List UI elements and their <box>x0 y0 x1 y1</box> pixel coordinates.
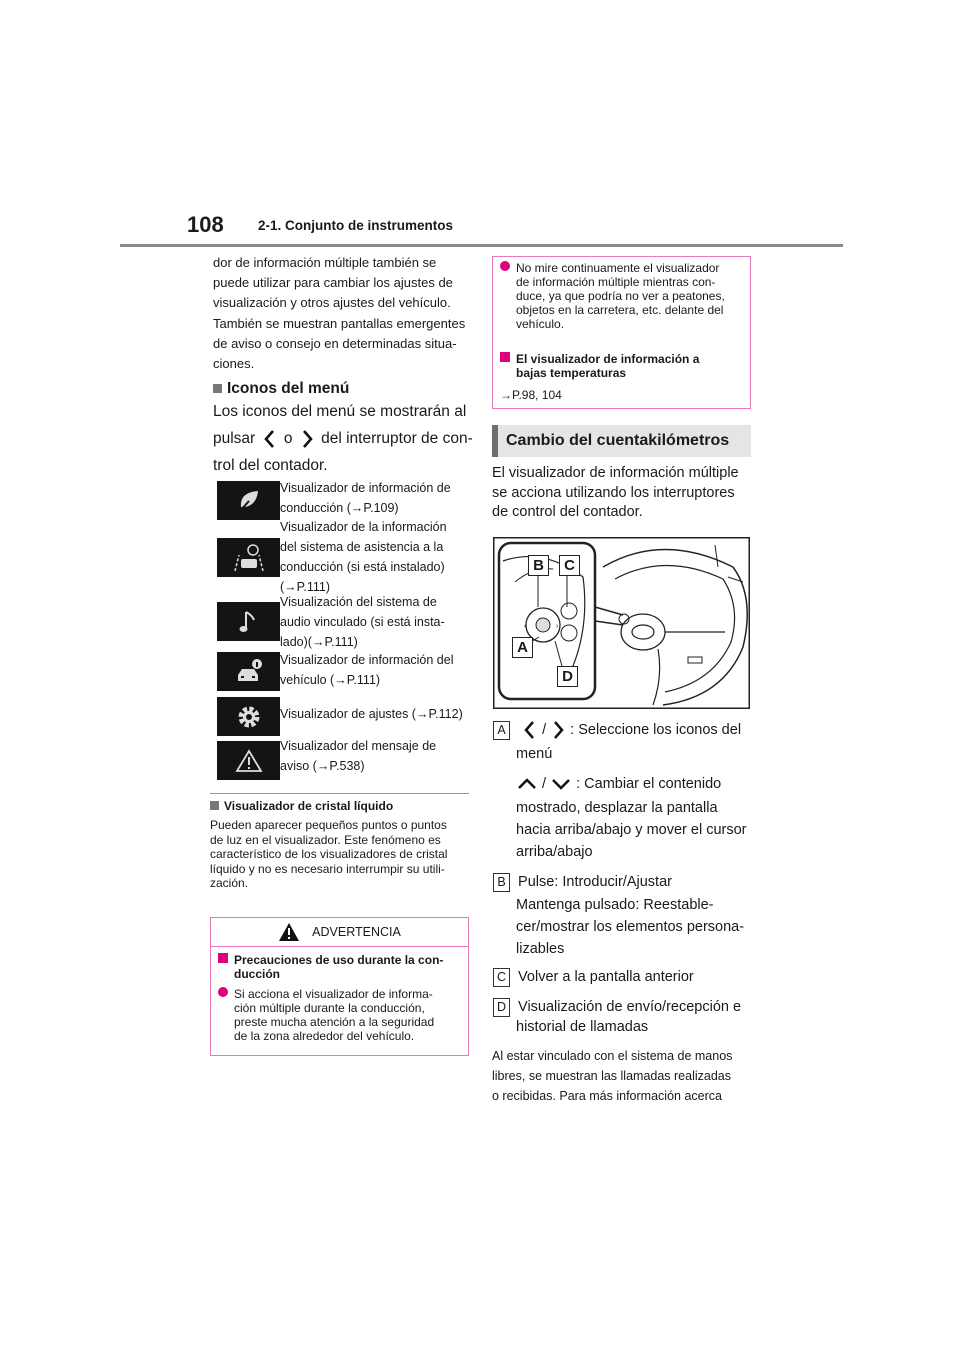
menu-text <box>213 400 473 478</box>
lcd-heading-text: Visualizador de cristal líquido <box>224 799 394 813</box>
text-fragment: Pulse: Introducir/Ajustar <box>518 874 672 890</box>
item-c <box>493 966 694 988</box>
chevron-left-icon <box>522 720 538 740</box>
bullet-square-icon <box>218 953 228 963</box>
text-line: vehículo. <box>516 317 565 331</box>
item-a-sub <box>516 773 721 795</box>
leaf-icon <box>217 481 280 520</box>
text-line: característico de los visualizadores de cristal <box>210 847 448 861</box>
svg-text:‹: ‹ <box>524 623 527 630</box>
item-d <box>493 996 741 1018</box>
text-line: Si acciona el visualizador de informa- <box>234 987 433 1001</box>
text-line: Visualizador del mensaje de <box>280 739 437 753</box>
section-heading: Cambio del cuentakilómetros <box>492 425 751 457</box>
vehicle-info-icon <box>217 652 280 691</box>
text-line: Pueden aparecer pequeños puntos o puntos <box>210 818 447 832</box>
label-d: D <box>493 998 510 1017</box>
item-a-rest <box>516 797 747 863</box>
intro-paragraph <box>213 253 453 313</box>
text-line: Visualizador de información del <box>280 653 454 667</box>
text-line: aviso (→P.538) <box>280 759 365 773</box>
text-line: trol del contador. <box>213 457 328 474</box>
lcd-paragraph <box>210 818 447 891</box>
chevron-right-icon <box>297 428 317 450</box>
text-line: zación. <box>210 876 249 890</box>
text-line: cer/mostrar los elementos persona- <box>516 919 745 935</box>
text-line: ción múltiple durante la conducción, <box>234 1001 425 1015</box>
page-number: 108 <box>187 212 224 237</box>
text-line <box>213 427 473 451</box>
text-line: visualización y otros ajustes del vehículo. <box>213 295 451 310</box>
svg-text:›: › <box>556 623 559 630</box>
text-fragment: / <box>542 776 547 792</box>
gear-icon <box>217 697 280 736</box>
text-line: hacia arriba/abajo y mover el cursor <box>516 822 747 838</box>
text-fragment: : Cambiar el contenido <box>576 776 722 792</box>
label-c: C <box>493 968 510 987</box>
warning-triangle-icon <box>217 741 280 780</box>
text-line: libres, se muestran las llamadas realizadas <box>492 1069 731 1083</box>
callout-a: A <box>512 637 533 658</box>
text-line: puede utilizar para cambiar los ajustes de <box>213 275 453 290</box>
text-fragment: / <box>542 722 547 738</box>
chevron-right-icon <box>550 720 566 740</box>
heading-bullet-icon <box>210 801 219 810</box>
text-line: También se muestran pantallas emergentes <box>213 316 466 331</box>
text-line: de luz en el visualizador. Este fenómeno es <box>210 832 441 847</box>
bullet-dot-icon <box>218 987 228 997</box>
warning-triangle-icon <box>278 922 300 942</box>
callout-d: D <box>557 666 578 687</box>
text-line: Visualizador de ajustes (→P.112) <box>280 707 463 721</box>
warning-header <box>210 917 469 947</box>
warning-bullet <box>218 987 434 1043</box>
text-line: El visualizador de información múltiple <box>492 465 739 481</box>
menu-heading-text: Iconos del menú <box>227 380 350 397</box>
text-fragment: del interruptor de con- <box>321 430 473 447</box>
icon-description <box>280 704 463 724</box>
footer-paragraph <box>492 1046 732 1106</box>
text-line: (→P.111) <box>280 580 331 594</box>
text-line: líquido y no es necesario interrumpir su utili- <box>210 861 445 876</box>
text-line: El visualizador de información a <box>516 352 700 366</box>
text-line: Precauciones de uso durante la con- <box>234 953 444 967</box>
text-line: conducción (→P.109) <box>280 501 399 515</box>
label-a: A <box>493 721 510 740</box>
icon-description <box>280 517 447 597</box>
divider <box>210 793 469 794</box>
header-rule <box>120 244 843 247</box>
lcd-heading <box>210 799 393 813</box>
page-reference: →P.98, 104 <box>500 388 562 402</box>
text-line: ciones. <box>213 356 255 371</box>
text-line: Los iconos del menú se mostrarán al <box>213 403 467 420</box>
text-line: preste mucha atención a la seguridad <box>234 1015 435 1029</box>
text-line: de aviso o consejo en determinadas situa- <box>213 336 457 351</box>
text-line: de control del contador. <box>492 504 643 520</box>
text-line: ducción <box>234 967 281 981</box>
text-line: objetos en la carretera, etc. delante del <box>516 303 724 317</box>
icon-description <box>280 650 453 690</box>
text-line: conducción (si está instalado) <box>280 560 445 574</box>
text-fragment: o <box>283 430 293 447</box>
caution-subheading <box>500 352 699 380</box>
menu-heading <box>213 380 349 398</box>
text-line: menú <box>516 746 553 762</box>
bullet-square-icon <box>500 352 510 362</box>
cambio-paragraph <box>492 464 739 523</box>
text-line: Visualización del sistema de <box>280 595 437 609</box>
text-line: audio vinculado (si está insta- <box>280 615 445 629</box>
chevron-left-icon <box>260 428 280 450</box>
popup-paragraph <box>213 314 465 374</box>
text-fragment: Visualización de envío/recepción e <box>518 999 742 1015</box>
text-line: No mire continuamente el visualizador <box>516 261 720 275</box>
text-fragment: Volver a la pantalla anterior <box>518 969 694 985</box>
bullet-dot-icon <box>500 261 510 271</box>
warning-title: ADVERTENCIA <box>312 925 401 939</box>
text-line: vehículo (→P.111) <box>280 673 381 687</box>
icon-description <box>280 736 436 776</box>
text-line: lizables <box>516 941 565 957</box>
text-line: historial de llamadas <box>516 1019 649 1035</box>
text-line: Visualizador de la información <box>280 520 447 534</box>
callout-b: B <box>528 555 549 576</box>
item-b-rest <box>516 894 744 960</box>
music-note-icon <box>217 602 280 641</box>
section-title: 2-1. Conjunto de instrumentos <box>258 218 454 233</box>
item-a <box>493 719 741 741</box>
label-b: B <box>493 873 510 892</box>
text-line: arriba/abajo <box>516 844 593 860</box>
caution-bullet <box>500 261 725 331</box>
text-fragment: pulsar <box>213 430 256 447</box>
text-line: Mantenga pulsado: Reestable- <box>516 897 714 913</box>
driver-assist-icon <box>217 538 280 577</box>
text-line: del sistema de asistencia a la <box>280 540 444 554</box>
text-line: mostrado, desplazar la pantalla <box>516 800 718 816</box>
chevron-up-icon <box>516 777 538 791</box>
item-b <box>493 871 672 893</box>
text-line: bajas temperaturas <box>516 366 627 380</box>
caution-box <box>492 256 751 409</box>
text-line: duce, ya que podría no ver a peatones, <box>516 289 725 303</box>
heading-bullet-icon <box>213 384 222 393</box>
text-line: de la zona alrededor del vehículo. <box>234 1029 415 1043</box>
text-line: se acciona utilizando los interruptores <box>492 484 735 501</box>
text-line: lado)(→P.111) <box>280 635 358 649</box>
callout-c: C <box>559 555 580 576</box>
icon-description <box>280 478 451 518</box>
text-line: de información múltiple mientras con- <box>516 275 716 289</box>
text-line: o recibidas. Para más información acerca <box>492 1089 722 1103</box>
text-fragment: : Seleccione los iconos del <box>570 722 742 738</box>
warning-body <box>210 947 469 1056</box>
warning-subheading <box>218 953 443 981</box>
chevron-down-icon <box>550 777 572 791</box>
icon-description <box>280 592 445 652</box>
text-line: dor de información múltiple también se <box>213 255 437 270</box>
text-line: Visualizador de información de <box>280 481 451 495</box>
text-line: Al estar vinculado con el sistema de manos <box>492 1049 733 1063</box>
